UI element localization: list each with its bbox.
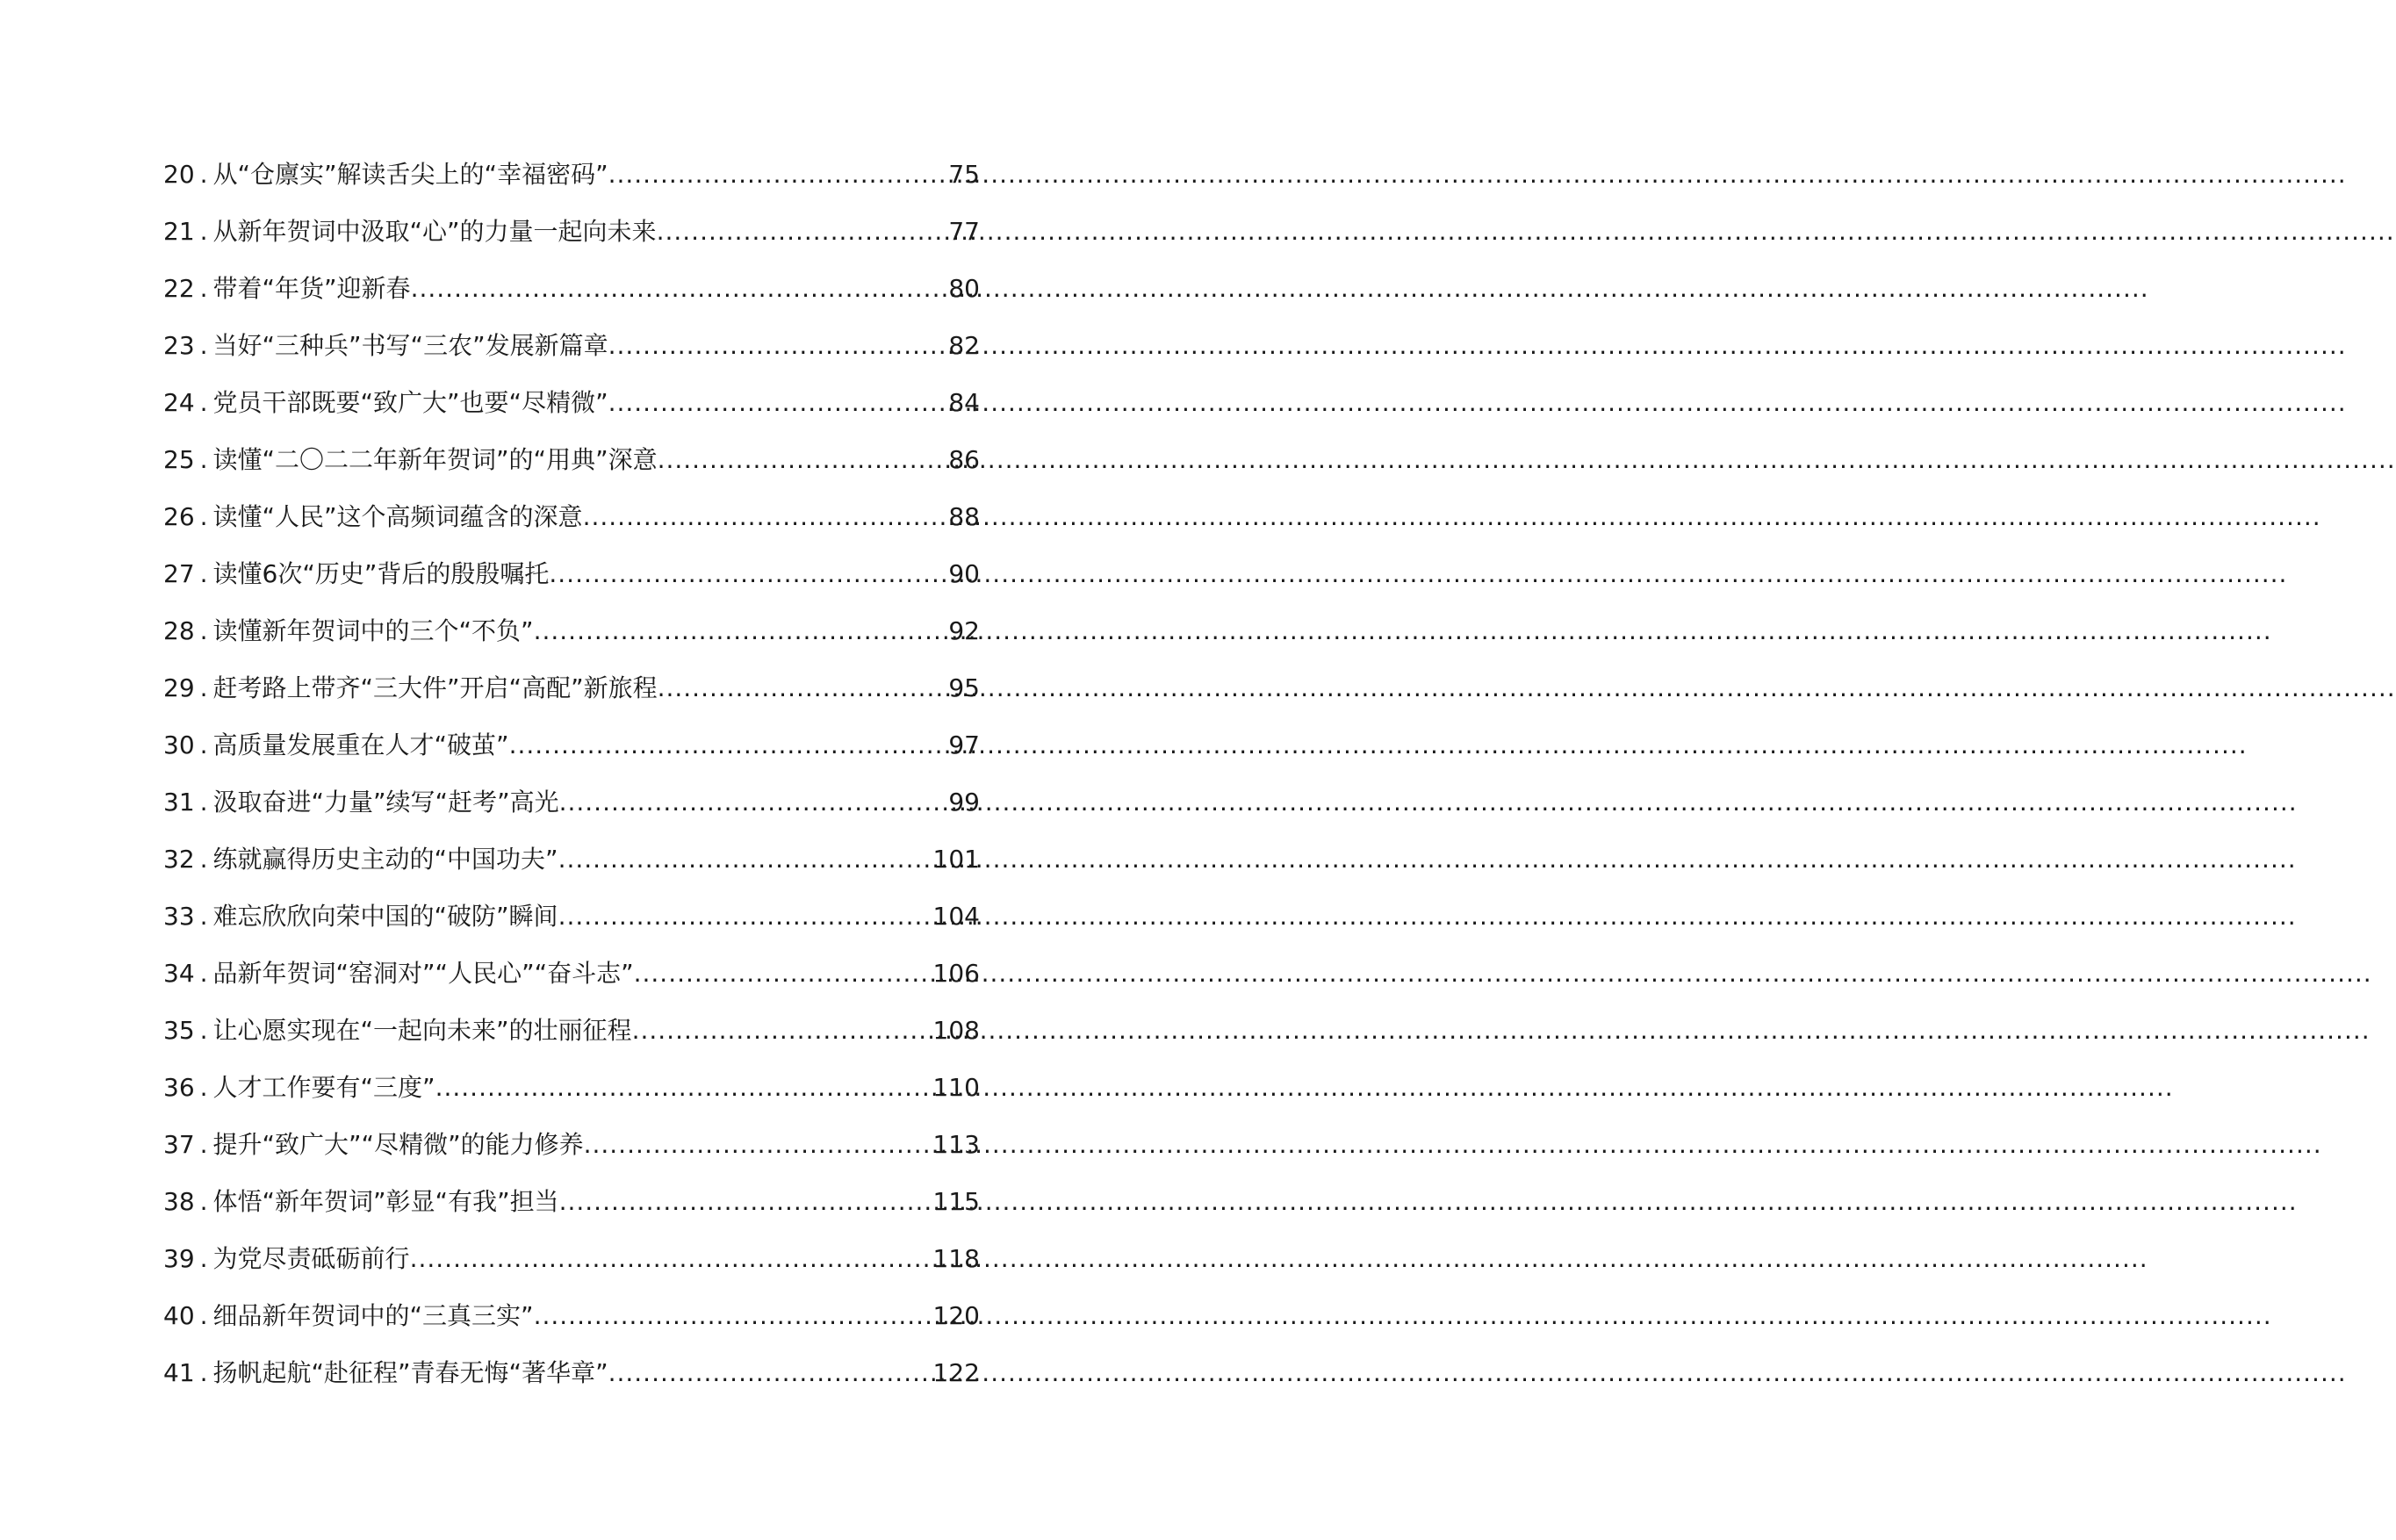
dot-leader bbox=[584, 1116, 932, 1173]
entry-title: 从“仓廪实”解读舌尖上的“幸福密码” bbox=[212, 160, 608, 189]
toc-entry[interactable] bbox=[163, 945, 980, 1002]
dot-leader bbox=[608, 374, 947, 431]
entry-title: 体悟“新年贺词”彰显“有我”担当 bbox=[212, 1187, 559, 1216]
entry-page-number: 110 bbox=[932, 1073, 980, 1102]
entry-title: 练就赢得历史主动的“中国功夫” bbox=[212, 845, 558, 874]
entry-number: 22 bbox=[163, 274, 195, 303]
dot-leader bbox=[559, 1173, 932, 1230]
entry-number: 25 bbox=[163, 445, 195, 474]
toc-entry[interactable] bbox=[163, 659, 980, 716]
entry-page-number: 92 bbox=[948, 616, 980, 645]
entry-page-number: 82 bbox=[948, 331, 980, 360]
entry-separator: . bbox=[199, 1244, 208, 1273]
entry-separator: . bbox=[199, 1301, 208, 1330]
toc-entry[interactable] bbox=[163, 1116, 980, 1173]
entry-page-number: 122 bbox=[932, 1358, 980, 1387]
toc-entry[interactable] bbox=[163, 1230, 980, 1287]
entry-page-number: 84 bbox=[948, 388, 980, 417]
toc-entry[interactable] bbox=[163, 545, 980, 602]
entry-title: 读懂新年贺词中的三个“不负” bbox=[212, 616, 534, 645]
dot-leader bbox=[534, 1287, 932, 1344]
entry-title: 党员干部既要“致广大”也要“尽精微” bbox=[212, 388, 608, 417]
dot-leader bbox=[658, 659, 947, 716]
entry-page-number: 97 bbox=[948, 730, 980, 759]
entry-page-number: 75 bbox=[948, 160, 980, 189]
entry-separator: . bbox=[199, 1073, 208, 1102]
dot-leader bbox=[657, 203, 947, 260]
entry-number: 36 bbox=[163, 1073, 195, 1102]
entry-page-number: 77 bbox=[948, 217, 980, 246]
toc-entry[interactable] bbox=[163, 1287, 980, 1344]
entry-separator: . bbox=[199, 1187, 208, 1216]
entry-number: 21 bbox=[163, 217, 195, 246]
entry-separator: . bbox=[199, 388, 208, 417]
entry-number: 29 bbox=[163, 673, 195, 702]
entry-page-number: 120 bbox=[932, 1301, 980, 1330]
dot-leader bbox=[558, 888, 932, 945]
toc-entry[interactable] bbox=[163, 831, 980, 888]
entry-number: 27 bbox=[163, 559, 195, 588]
entry-number: 20 bbox=[163, 160, 195, 189]
entry-separator: . bbox=[199, 160, 208, 189]
entry-separator: . bbox=[199, 217, 208, 246]
entry-number: 28 bbox=[163, 616, 195, 645]
dot-leader bbox=[549, 545, 946, 602]
toc-entry[interactable] bbox=[163, 1173, 980, 1230]
dot-leader bbox=[632, 1002, 932, 1059]
dot-leader bbox=[559, 774, 947, 831]
entry-page-number: 106 bbox=[932, 959, 980, 988]
toc-entry[interactable] bbox=[163, 774, 980, 831]
entry-separator: . bbox=[199, 502, 208, 531]
entry-separator: . bbox=[199, 559, 208, 588]
entry-separator: . bbox=[199, 902, 208, 931]
entry-title: 难忘欣欣向荣中国的“破防”瞬间 bbox=[212, 902, 558, 931]
dot-leader bbox=[658, 431, 947, 488]
dot-leader bbox=[411, 260, 947, 317]
entry-number: 32 bbox=[163, 845, 195, 874]
entry-separator: . bbox=[199, 730, 208, 759]
entry-title: 细品新年贺词中的“三真三实” bbox=[212, 1301, 534, 1330]
entry-number: 33 bbox=[163, 902, 195, 931]
entry-number: 41 bbox=[163, 1358, 195, 1387]
entry-separator: . bbox=[199, 616, 208, 645]
dot-leader bbox=[558, 831, 932, 888]
toc-entry[interactable] bbox=[163, 431, 980, 488]
toc-entry[interactable] bbox=[163, 602, 980, 659]
entry-title: 高质量发展重在人才“破茧” bbox=[212, 730, 509, 759]
entry-separator: . bbox=[199, 1130, 208, 1159]
entry-page-number: 104 bbox=[932, 902, 980, 931]
entry-title: 读懂6次“历史”背后的殷殷嘱托 bbox=[212, 559, 550, 588]
toc-entry[interactable] bbox=[163, 488, 980, 545]
entry-separator: . bbox=[199, 331, 208, 360]
entry-number: 37 bbox=[163, 1130, 195, 1159]
dot-leader bbox=[608, 1344, 932, 1401]
entry-separator: . bbox=[199, 445, 208, 474]
dot-leader bbox=[608, 317, 947, 374]
entry-number: 24 bbox=[163, 388, 195, 417]
entry-number: 34 bbox=[163, 959, 195, 988]
entry-title: 扬帆起航“赴征程”青春无悔“著华章” bbox=[212, 1358, 608, 1387]
entry-number: 35 bbox=[163, 1016, 195, 1045]
entry-title: 让心愿实现在“一起向未来”的壮丽征程 bbox=[212, 1016, 632, 1045]
toc-entry[interactable] bbox=[163, 317, 980, 374]
entry-number: 31 bbox=[163, 788, 195, 817]
entry-number: 40 bbox=[163, 1301, 195, 1330]
entry-title: 品新年贺词“窑洞对”“人民心”“奋斗志” bbox=[212, 959, 634, 988]
toc-entry[interactable] bbox=[163, 1059, 980, 1116]
dot-leader bbox=[509, 716, 947, 774]
entry-separator: . bbox=[199, 959, 208, 988]
entry-page-number: 113 bbox=[932, 1130, 980, 1159]
entry-title: 当好“三种兵”书写“三农”发展新篇章 bbox=[212, 331, 608, 360]
entry-page-number: 108 bbox=[932, 1016, 980, 1045]
entry-number: 39 bbox=[163, 1244, 195, 1273]
toc-entry[interactable] bbox=[163, 374, 980, 431]
dot-leader bbox=[435, 1059, 932, 1116]
entry-page-number: 115 bbox=[932, 1187, 980, 1216]
entry-separator: . bbox=[199, 788, 208, 817]
entry-separator: . bbox=[199, 673, 208, 702]
table-of-contents bbox=[163, 146, 980, 1401]
entry-page-number: 90 bbox=[948, 559, 980, 588]
entry-title: 读懂“人民”这个高频词蕴含的深意 bbox=[212, 502, 583, 531]
entry-title: 人才工作要有“三度” bbox=[212, 1073, 435, 1102]
dot-leader bbox=[410, 1230, 932, 1287]
entry-number: 30 bbox=[163, 730, 195, 759]
entry-number: 23 bbox=[163, 331, 195, 360]
entry-separator: . bbox=[199, 1016, 208, 1045]
entry-page-number: 101 bbox=[932, 845, 980, 874]
dot-leader bbox=[534, 602, 947, 659]
dot-leader bbox=[583, 488, 947, 545]
toc-entry[interactable] bbox=[163, 1002, 980, 1059]
toc-entry[interactable] bbox=[163, 260, 980, 317]
entry-number: 26 bbox=[163, 502, 195, 531]
entry-title: 赶考路上带齐“三大件”开启“高配”新旅程 bbox=[212, 673, 658, 702]
entry-page-number: 86 bbox=[948, 445, 980, 474]
entry-page-number: 95 bbox=[948, 673, 980, 702]
toc-entry[interactable] bbox=[163, 716, 980, 774]
toc-entry[interactable] bbox=[163, 1344, 980, 1401]
entry-title: 提升“致广大”“尽精微”的能力修养 bbox=[212, 1130, 584, 1159]
toc-entry[interactable] bbox=[163, 146, 980, 203]
entry-separator: . bbox=[199, 274, 208, 303]
dot-leader bbox=[634, 945, 932, 1002]
entry-title: 汲取奋进“力量”续写“赶考”高光 bbox=[212, 788, 559, 817]
entry-title: 读懂“二〇二二年新年贺词”的“用典”深意 bbox=[212, 445, 658, 474]
entry-page-number: 118 bbox=[932, 1244, 980, 1273]
entry-number: 38 bbox=[163, 1187, 195, 1216]
entry-page-number: 80 bbox=[948, 274, 980, 303]
entry-title: 从新年贺词中汲取“心”的力量一起向未来 bbox=[212, 217, 657, 246]
entry-separator: . bbox=[199, 845, 208, 874]
entry-separator: . bbox=[199, 1358, 208, 1387]
toc-entry[interactable] bbox=[163, 203, 980, 260]
entry-page-number: 99 bbox=[948, 788, 980, 817]
toc-entry[interactable] bbox=[163, 888, 980, 945]
entry-title: 带着“年货”迎新春 bbox=[212, 274, 411, 303]
dot-leader bbox=[608, 146, 947, 203]
entry-title: 为党尽责砥砺前行 bbox=[212, 1244, 410, 1273]
entry-page-number: 88 bbox=[948, 502, 980, 531]
